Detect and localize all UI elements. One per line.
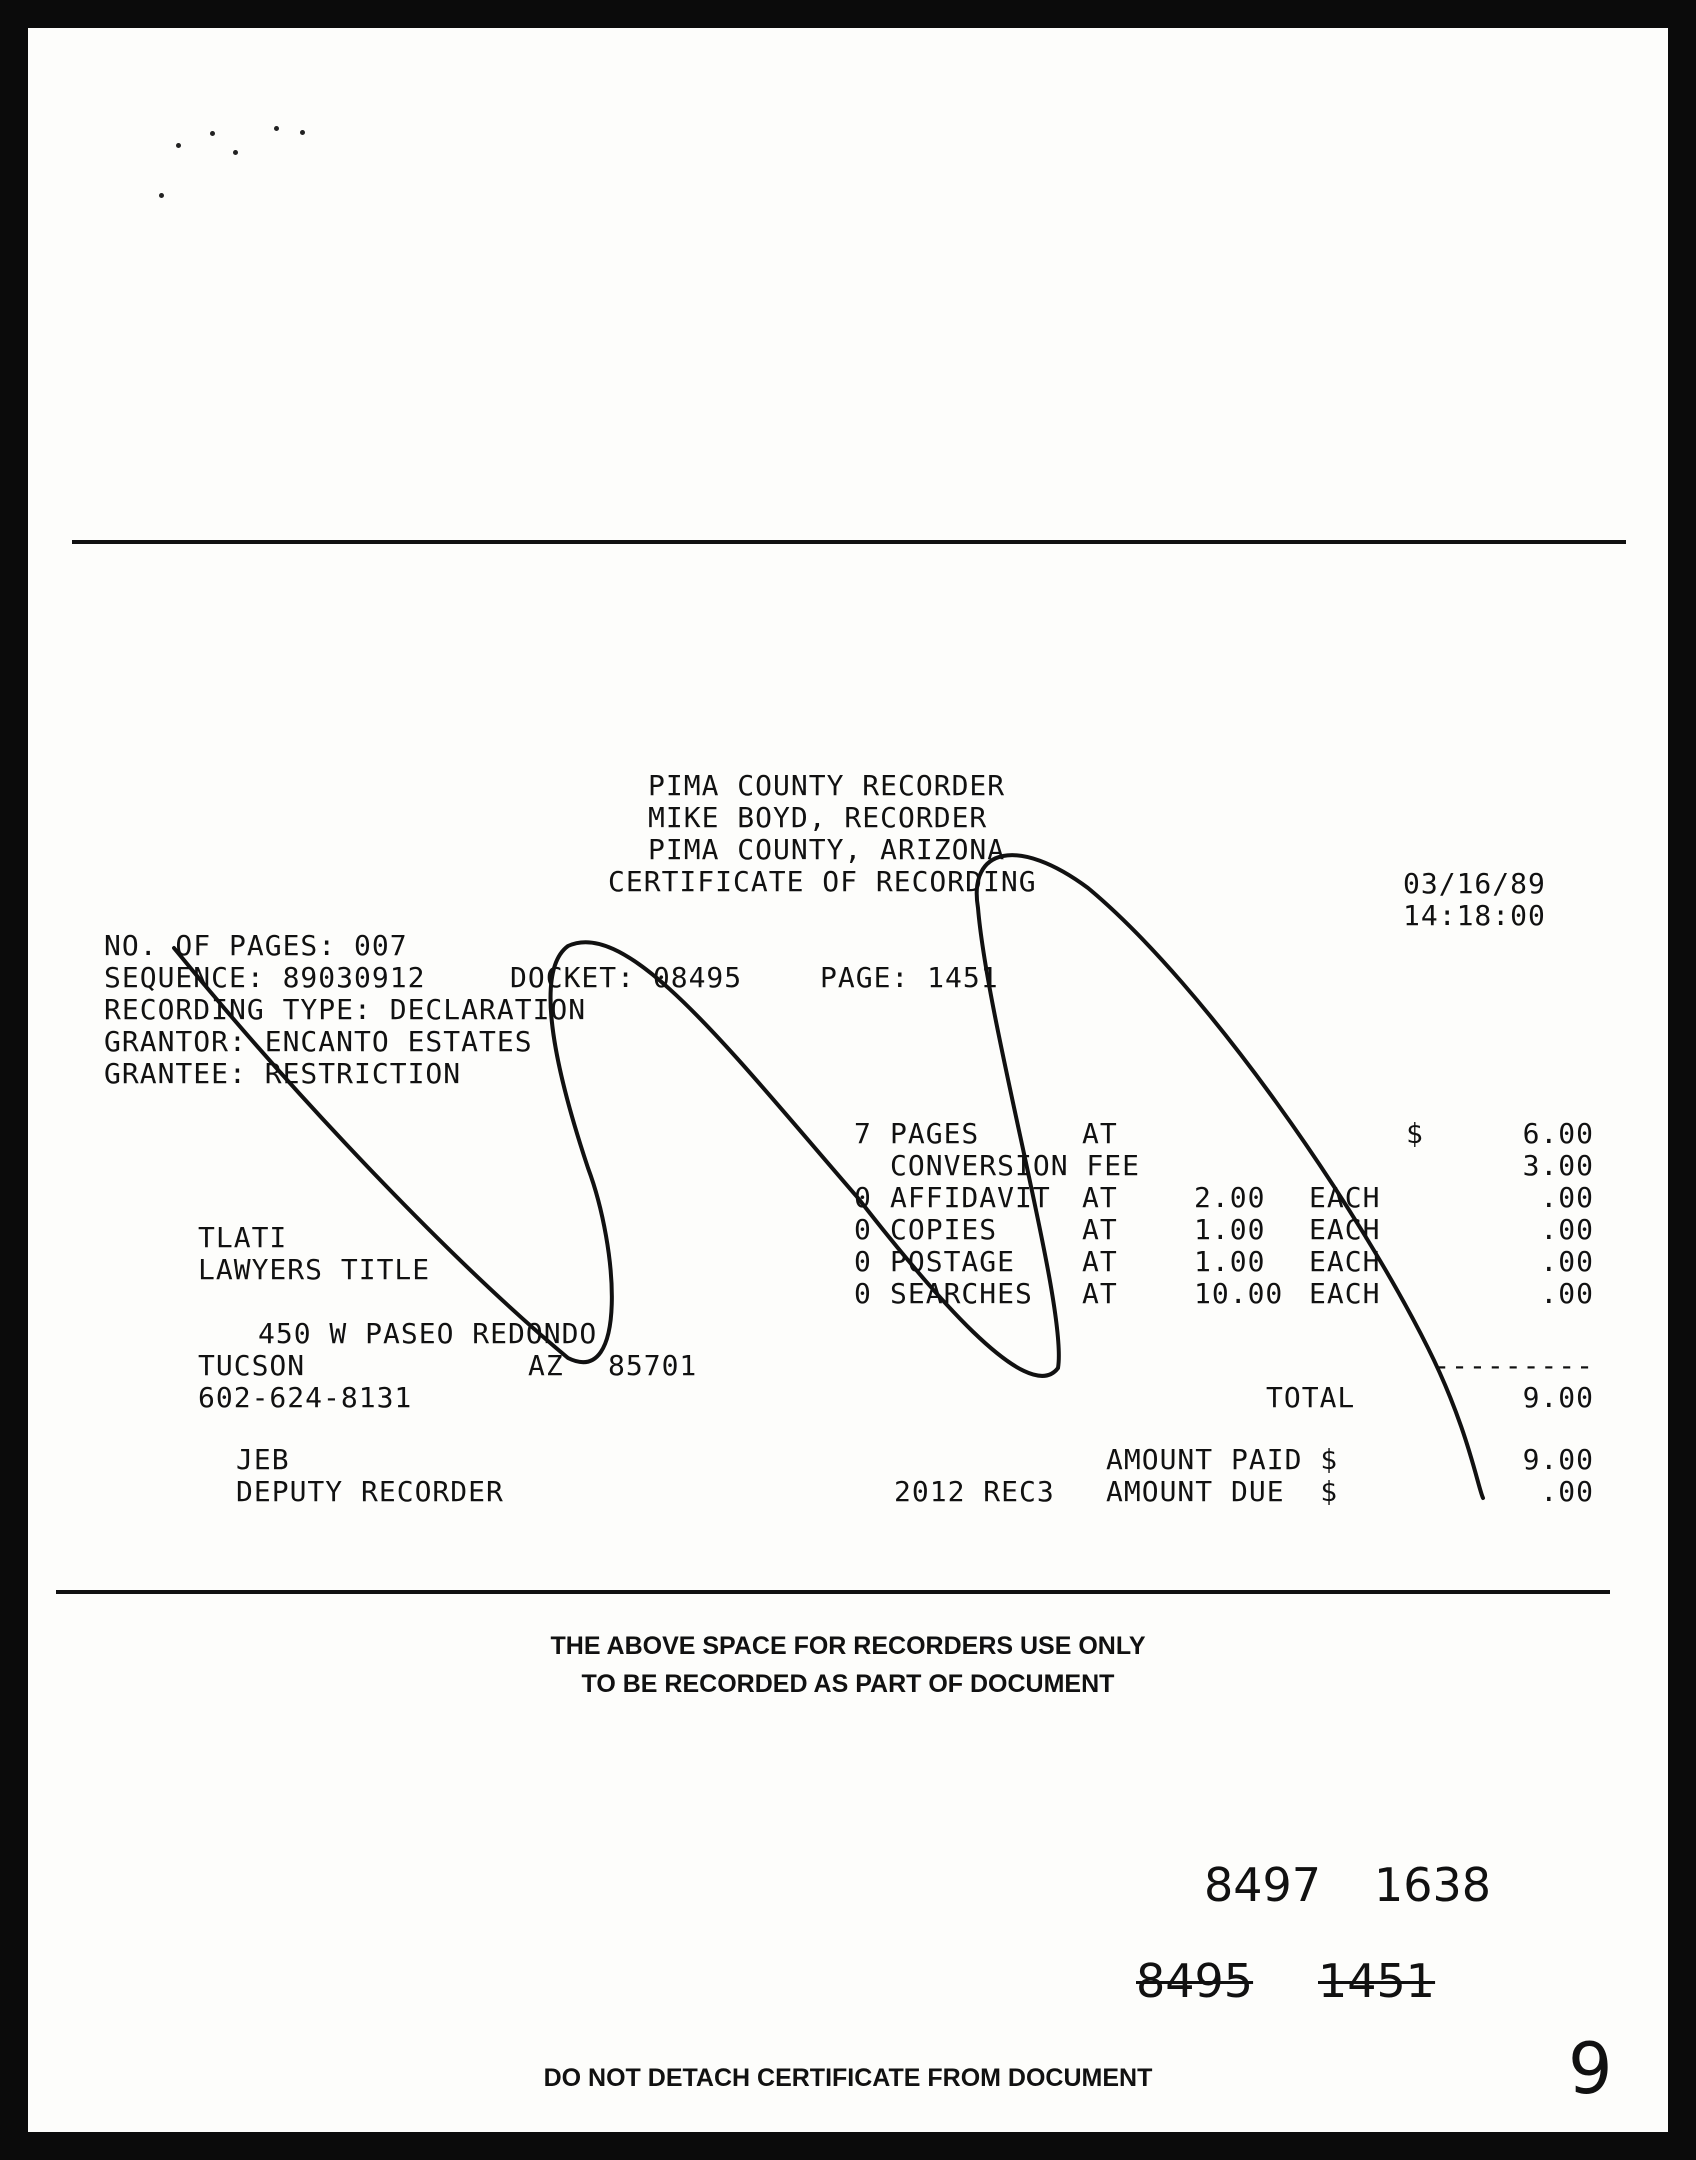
fee-amount: 6.00 [1522,1117,1594,1150]
recording-type: RECORDING TYPE: DECLARATION [104,993,587,1026]
grantee: GRANTEE: RESTRICTION [104,1057,462,1090]
amount-due-value: .00 [1540,1475,1594,1508]
fee-rate: 1.00 [1194,1245,1266,1278]
fee-row [854,1246,1594,1278]
fee-label: POSTAGE [890,1245,1016,1278]
amount-paid-value: 9.00 [1522,1443,1594,1476]
record-date: 03/16/89 [1403,867,1546,900]
speck [233,150,238,155]
register-code: 2012 REC3 [894,1475,1055,1508]
fee-qty: 0 [854,1277,872,1310]
pages-count: NO. OF PAGES: 007 [104,929,408,962]
fee-qty: 0 [854,1245,872,1278]
total-label: TOTAL [1266,1381,1356,1414]
address-zip: 85701 [608,1349,698,1382]
new-page-ref: 1638 [1374,1858,1492,1912]
fee-at: AT [1082,1181,1118,1214]
fee-each: EACH [1309,1181,1381,1214]
recorder-use-note: THE ABOVE SPACE FOR RECORDERS USE ONLY [550,1632,1146,1660]
bottom-divider [56,1590,1610,1594]
corner-mark: 9 [1568,2028,1613,2110]
recorded-note: TO BE RECORDED AS PART OF DOCUMENT [581,1670,1115,1698]
speck [176,143,181,148]
fee-table [854,1118,1594,1310]
fee-qty: 0 [854,1213,872,1246]
detach-warning: DO NOT DETACH CERTIFICATE FROM DOCUMENT [543,2064,1153,2092]
fee-amount: .00 [1540,1213,1594,1246]
fee-rate: 2.00 [1194,1181,1266,1214]
header-line-3: PIMA COUNTY, ARIZONA [648,833,1006,866]
fee-label: SEARCHES [890,1277,1033,1310]
old-docket-ref: 8495 [1136,1954,1254,2008]
speck [159,193,164,198]
fee-label: CONVERSION FEE [890,1149,1141,1182]
speck [300,130,305,135]
header-line-2: MIKE BOYD, RECORDER [648,801,988,834]
clerk-initials: JEB [236,1443,290,1476]
clerk-title: DEPUTY RECORDER [236,1475,504,1508]
record-time: 14:18:00 [1403,899,1546,932]
amount-paid-label: AMOUNT PAID $ [1106,1443,1339,1476]
fee-at: AT [1082,1213,1118,1246]
fee-row [854,1118,1594,1150]
docket-page: PAGE: 1451 [820,961,999,994]
sequence: SEQUENCE: 89030912 [104,961,426,994]
fee-label: COPIES [890,1213,998,1246]
top-divider [72,540,1626,544]
fee-each: EACH [1309,1277,1381,1310]
fee-each: EACH [1309,1213,1381,1246]
fee-separator: --------- [1433,1349,1594,1382]
fee-currency: $ [1406,1117,1424,1150]
fee-amount: 3.00 [1522,1149,1594,1182]
speck [274,126,279,131]
fee-rate: 1.00 [1194,1213,1266,1246]
fee-amount: .00 [1540,1245,1594,1278]
fee-at: AT [1082,1245,1118,1278]
fee-rate: 10.00 [1194,1277,1284,1310]
fee-amount: .00 [1540,1277,1594,1310]
fee-each: EACH [1309,1245,1381,1278]
fee-row [854,1278,1594,1310]
fee-at: AT [1082,1117,1118,1150]
header-line-4: CERTIFICATE OF RECORDING [608,865,1037,898]
address-company: LAWYERS TITLE [198,1253,431,1286]
fee-qty: 7 [854,1117,872,1150]
total-amount: 9.00 [1522,1381,1594,1414]
grantor: GRANTOR: ENCANTO ESTATES [104,1025,533,1058]
address-city: TUCSON [198,1349,306,1382]
address-name: TLATI [198,1221,288,1254]
fee-at: AT [1082,1277,1118,1310]
fee-row [854,1182,1594,1214]
certificate-page [28,28,1668,2132]
fee-row [854,1150,1594,1182]
fee-label: PAGES [890,1117,980,1150]
fee-row [854,1214,1594,1246]
fee-qty: 0 [854,1181,872,1214]
address-phone: 602-624-8131 [198,1381,413,1414]
address-state: AZ [528,1349,564,1382]
docket: DOCKET: 08495 [510,961,743,994]
speck [210,131,215,136]
old-page-ref: 1451 [1318,1954,1436,2008]
fee-label: AFFIDAVIT [890,1181,1051,1214]
amount-due-label: AMOUNT DUE $ [1106,1475,1339,1508]
fee-amount: .00 [1540,1181,1594,1214]
address-street: 450 W PASEO REDONDO [258,1317,598,1350]
new-docket-ref: 8497 [1204,1858,1322,1912]
header-line-1: PIMA COUNTY RECORDER [648,769,1006,802]
